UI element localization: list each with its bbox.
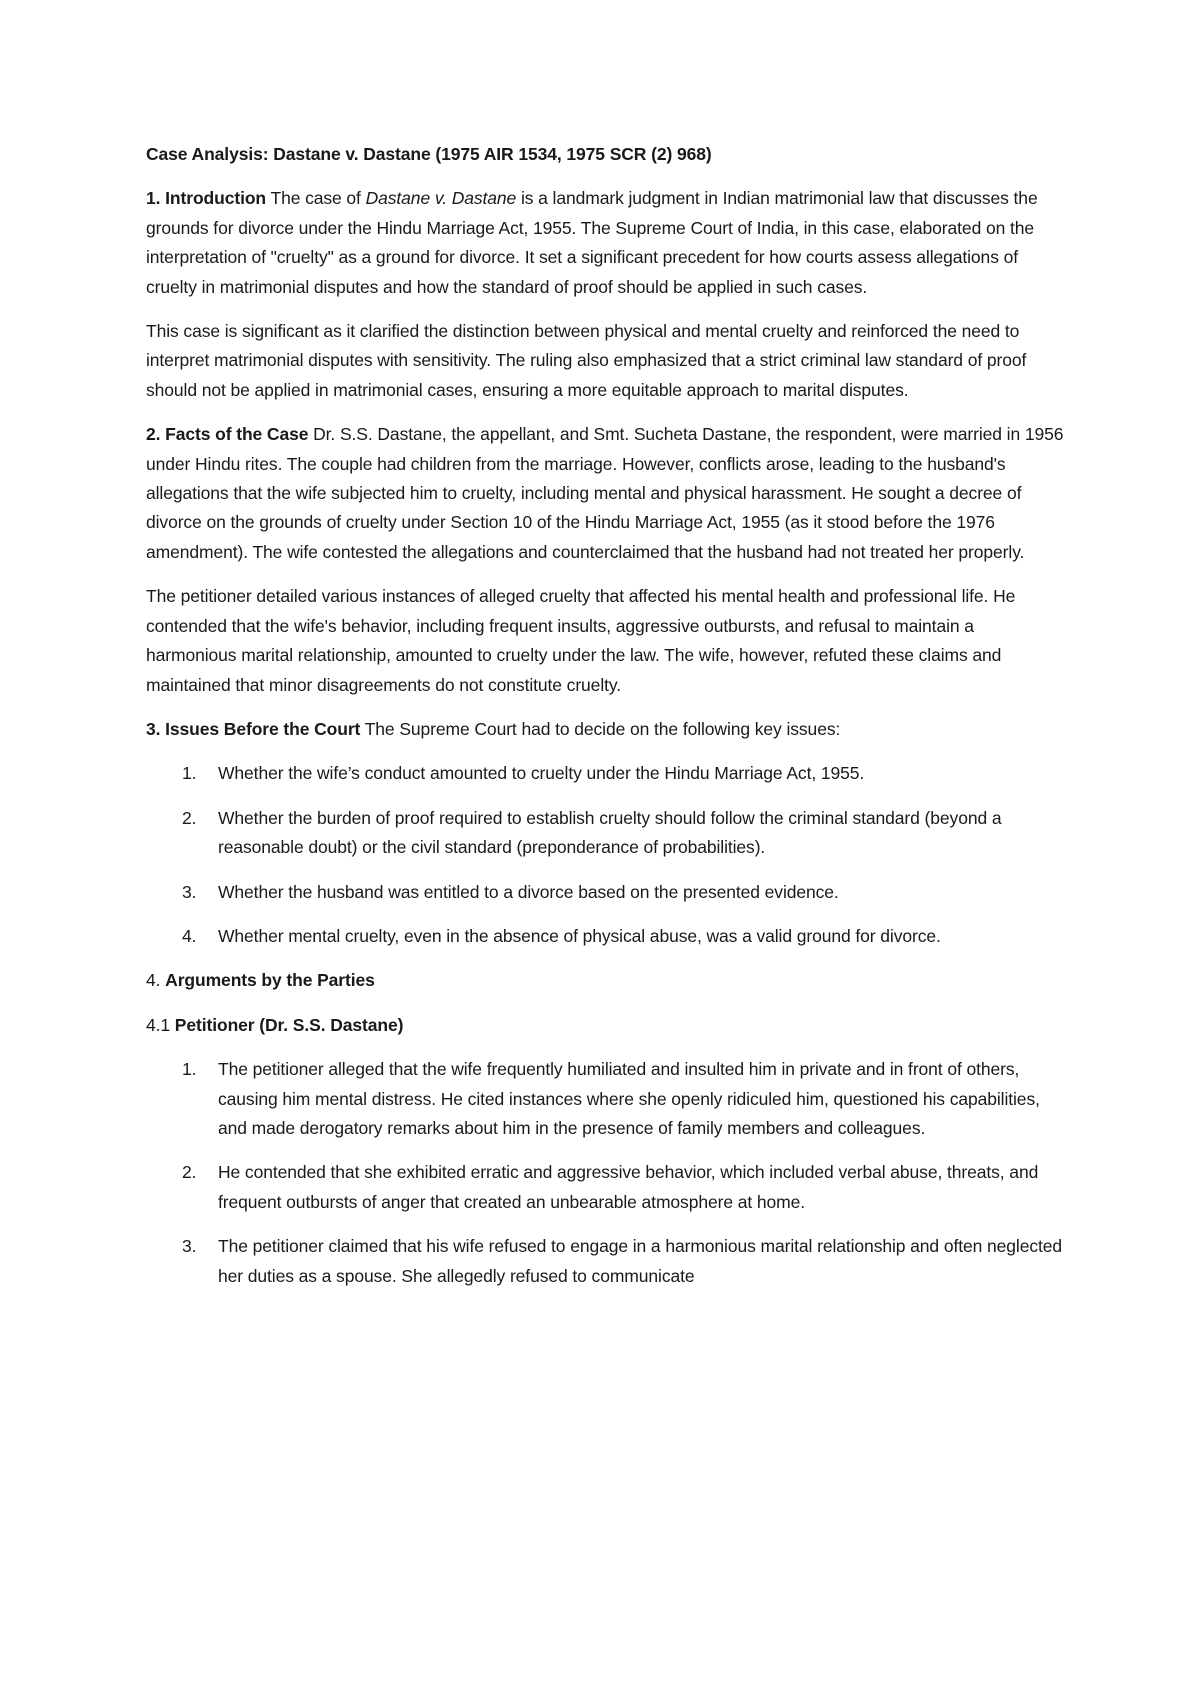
- list-item-text: The petitioner claimed that his wife refused to engage in a harmonious marital relationship and often neglected her duties as a spouse. She allegedly refused to communicate: [218, 1236, 1062, 1286]
- arguments-number: 4.: [146, 970, 166, 991]
- list-item-text: Whether mental cruelty, even in the absence of physical abuse, was a valid ground for divorce.: [218, 925, 941, 946]
- list-item-text: He contended that she exhibited erratic and aggressive behavior, which included verbal abuse, threats, and frequent outbursts of anger that created an unbearable atmosphere at home.: [218, 1162, 1039, 1212]
- document-title: Case Analysis: Dastane v. Dastane (1975 AIR 1534, 1975 SCR (2) 968): [146, 144, 712, 164]
- issues-list: [146, 759, 1064, 951]
- list-item: [146, 759, 1064, 788]
- petitioner-heading: [146, 1011, 1064, 1040]
- list-item-text: Whether the husband was entitled to a divorce based on the presented evidence.: [218, 881, 839, 902]
- list-item-number: 3.: [182, 1236, 197, 1257]
- petitioner-title: Petitioner (Dr. S.S. Dastane): [174, 1014, 404, 1035]
- issues-heading: 3. Issues Before the Court: [146, 718, 361, 739]
- list-item-number: 2.: [182, 807, 197, 828]
- document-page: [146, 140, 1064, 1306]
- arguments-heading: [146, 966, 1064, 995]
- list-item: [146, 1158, 1064, 1217]
- list-item-number: 4.: [182, 925, 197, 946]
- intro-text-a: The case of: [266, 188, 366, 209]
- list-item-number: 3.: [182, 881, 197, 902]
- issues-paragraph: [146, 715, 1064, 744]
- list-item: [146, 922, 1064, 951]
- list-item-number: 2.: [182, 1162, 197, 1183]
- list-item-text: Whether the wife’s conduct amounted to cruelty under the Hindu Marriage Act, 1955.: [218, 763, 865, 784]
- petitioner-number: 4.1: [146, 1014, 175, 1035]
- list-item-number: 1.: [182, 763, 197, 784]
- intro-heading: 1. Introduction: [146, 188, 267, 209]
- intro-case-name: Dastane v. Dastane: [365, 188, 517, 209]
- intro-text-b: is a landmark judgment in Indian matrimonial law that discusses the grounds for divorce under the Hindu Marriage Act, 1955. The Supreme Court of India, in this case, elaborated on the interpretation of "cruelty" as a ground for divorce. It set a significant precedent for how courts assess allegations of cruelty in matrimonial disputes and how the standard of proof should be applied in such cases.: [146, 188, 1038, 297]
- list-item-number: 1.: [182, 1059, 197, 1080]
- list-item-text: The petitioner alleged that the wife frequently humiliated and insulted him in private and in front of others, causing him mental distress. He cited instances where she openly ridiculed him, questioned his capabilities, and made derogatory remarks about him in the presence of family members and colleagues.: [218, 1059, 1040, 1138]
- facts-paragraph-2: The petitioner detailed various instances of alleged cruelty that affected his mental health and professional life. He contended that the wife's behavior, including frequent insults, aggressive outbursts, and refusal to maintain a harmonious marital relationship, amounted to cruelty under the law. The wife, however, refuted these claims and maintained that minor disagreements do not constitute cruelty.: [146, 586, 1016, 695]
- arguments-title: Arguments by the Parties: [165, 970, 375, 991]
- intro-paragraph-2: This case is significant as it clarified the distinction between physical and mental cruelty and reinforced the need to interpret matrimonial disputes with sensitivity. The ruling also emphasized that a strict criminal law standard of proof should not be applied in matrimonial cases, ensuring a more equitable approach to marital disputes.: [146, 321, 1027, 400]
- list-item: [146, 1232, 1064, 1291]
- facts-heading: 2. Facts of the Case: [146, 424, 309, 445]
- list-item: [146, 1055, 1064, 1143]
- facts-paragraph: [146, 420, 1064, 567]
- list-item-text: Whether the burden of proof required to establish cruelty should follow the criminal standard (beyond a reasonable doubt) or the civil standard (preponderance of probabilities).: [218, 807, 1002, 858]
- intro-paragraph: [146, 184, 1064, 302]
- issues-text: The Supreme Court had to decide on the following key issues:: [360, 718, 841, 739]
- facts-text: Dr. S.S. Dastane, the appellant, and Smt. Sucheta Dastane, the respondent, were married in 1956 under Hindu rites. The couple had children from the marriage. However, conflicts arose, leading to the husband's allegations that the wife subjected him to cruelty, including mental and physical harassment. He sought a decree of divorce on the grounds of cruelty under Section 10 of the Hindu Marriage Act, 1955 (as it stood before the 1976 amendment). The wife contested the allegations and counterclaimed that the husband had not treated her properly.: [146, 424, 1064, 562]
- petitioner-list: [146, 1055, 1064, 1291]
- list-item: [146, 878, 1064, 907]
- list-item: [146, 804, 1064, 863]
